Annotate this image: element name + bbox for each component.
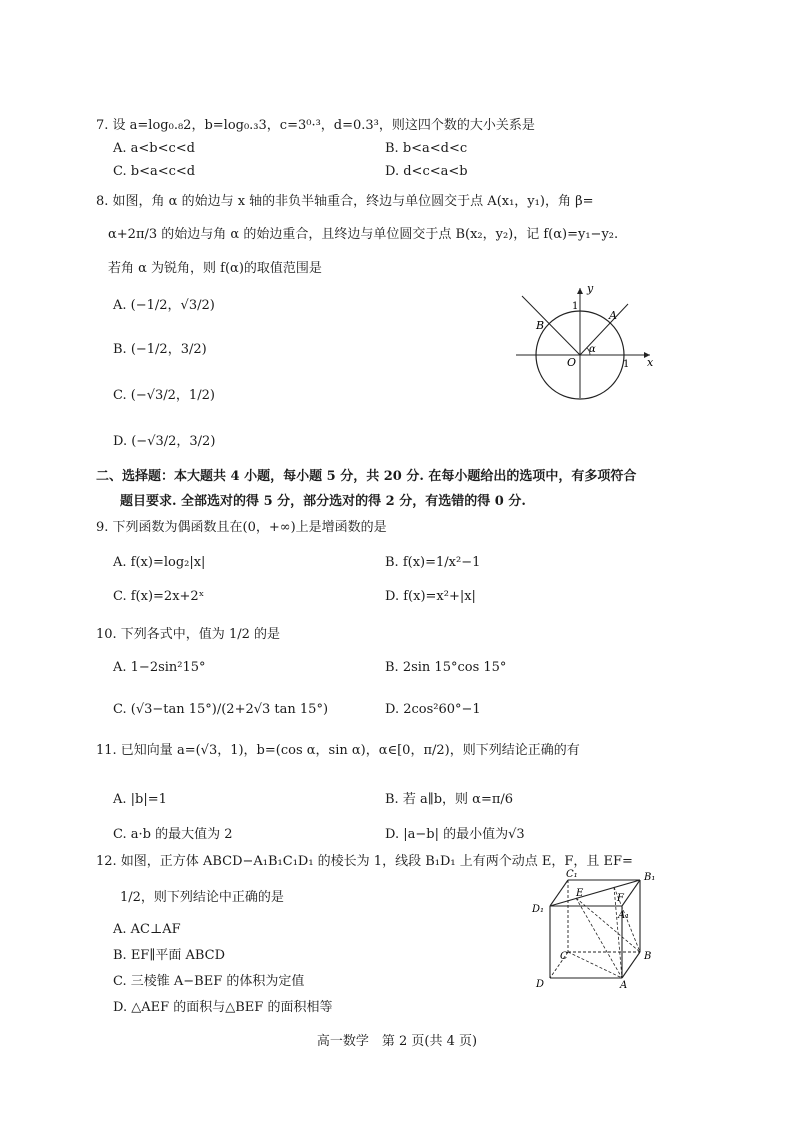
q7-option-c: C. b<a<c<d [113, 164, 196, 179]
figure-label-x: x [647, 356, 654, 369]
q11-option-b: B. 若 a∥b，则 α=π/6 [385, 792, 514, 807]
q10-option-d: D. 2cos²60°−1 [385, 702, 481, 717]
q9-stem: 9. 下列函数为偶函数且在(0，+∞)上是增函数的是 [96, 520, 387, 535]
q9-option-a: A. f(x)=log₂|x| [113, 555, 206, 570]
figure-label-one-top: 1 [572, 301, 579, 312]
q8-option-d: D. (−√3/2，3/2) [113, 434, 216, 449]
cube-label-f: F [617, 893, 624, 904]
q11-stem: 11. 已知向量 a=(√3，1)，b=(cos α，sin α)，α∈[0，π/2)，则下列结论正确的有 [96, 743, 580, 758]
q10-option-c: C. (√3−tan 15°)/(2+2√3 tan 15°) [113, 702, 329, 717]
q8-stem-line3: 若角 α 为锐角，则 f(α)的取值范围是 [108, 261, 322, 276]
section2-line1: 二、选择题：本大题共 4 小题，每小题 5 分，共 20 分. 在每小题给出的选项中，有多项符合 [96, 469, 637, 484]
q8-option-b: B. (−1/2，3/2) [113, 342, 207, 357]
q11-option-c: C. a·b 的最大值为 2 [113, 827, 233, 842]
q12-option-c: C. 三棱锥 A−BEF 的体积为定值 [113, 974, 305, 989]
cube-figure [528, 866, 664, 996]
q10-stem: 10. 下列各式中，值为 1/2 的是 [96, 627, 280, 642]
q10-option-a: A. 1−2sin²15° [113, 660, 206, 675]
cube-label-c1: C₁ [566, 869, 578, 880]
page-footer: 高一数学 第 2 页(共 4 页) [316, 1034, 478, 1049]
q9-option-d: D. f(x)=x²+|x| [385, 589, 476, 604]
figure-label-alpha: α [589, 344, 596, 355]
q7-option-a: A. a<b<c<d [113, 141, 196, 156]
cube-label-a1: A₁ [618, 910, 630, 921]
figure-label-y: y [587, 282, 594, 295]
q7-option-b: B. b<a<d<c [385, 141, 468, 156]
q12-stem-line1: 12. 如图，正方体 ABCD−A₁B₁C₁D₁ 的棱长为 1，线段 B₁D₁ 上有两个动点 E，F，且 EF= [96, 854, 633, 869]
q12-option-a: A. AC⊥AF [113, 922, 181, 937]
q7-stem: 7. 设 a=log₀.₈2，b=log₀.₃3，c=3⁰·³，d=0.3³，则这四个数的大小关系是 [96, 118, 535, 133]
q9-option-c: C. f(x)=2x+2ˣ [113, 589, 205, 604]
cube-label-a: A [620, 980, 628, 991]
figure-label-origin: O [567, 356, 577, 369]
cube-label-c: C [560, 951, 568, 962]
q9-option-b: B. f(x)=1/x²−1 [385, 555, 481, 570]
q12-stem-line2: 1/2，则下列结论中正确的是 [120, 890, 284, 905]
figure-label-b: B [536, 319, 545, 332]
section2-line2: 题目要求. 全部选对的得 5 分，部分选对的得 2 分，有选错的得 0 分. [120, 494, 526, 509]
cube-label-b: B [644, 951, 652, 962]
q7-option-d: D. d<c<a<b [385, 164, 468, 179]
cube-label-e: E [576, 888, 584, 899]
figure-label-a: A [609, 309, 617, 322]
q10-option-b: B. 2sin 15°cos 15° [385, 660, 507, 675]
q12-option-d: D. △AEF 的面积与△BEF 的面积相等 [113, 1000, 333, 1015]
cube-label-d: D [536, 979, 545, 990]
q8-stem-line1: 8. 如图，角 α 的始边与 x 轴的非负半轴重合，终边与单位圆交于点 A(x₁，y₁)，角 β= [96, 194, 594, 209]
q8-stem-line2: α+2π/3 的始边与角 α 的始边重合，且终边与单位圆交于点 B(x₂，y₂)，记 f(α)=y₁−y₂. [108, 227, 619, 242]
unit-circle-figure [510, 282, 660, 402]
q11-option-a: A. |b|=1 [113, 792, 167, 807]
q8-option-a: A. (−1/2，√3/2) [113, 298, 215, 313]
q11-option-d: D. |a−b| 的最小值为√3 [385, 827, 525, 842]
cube-label-d1: D₁ [532, 904, 545, 915]
q8-option-c: C. (−√3/2，1/2) [113, 388, 215, 403]
q12-option-b: B. EF∥平面 ABCD [113, 948, 226, 963]
cube-label-b1: B₁ [644, 872, 656, 883]
figure-label-one-right: 1 [623, 359, 630, 370]
